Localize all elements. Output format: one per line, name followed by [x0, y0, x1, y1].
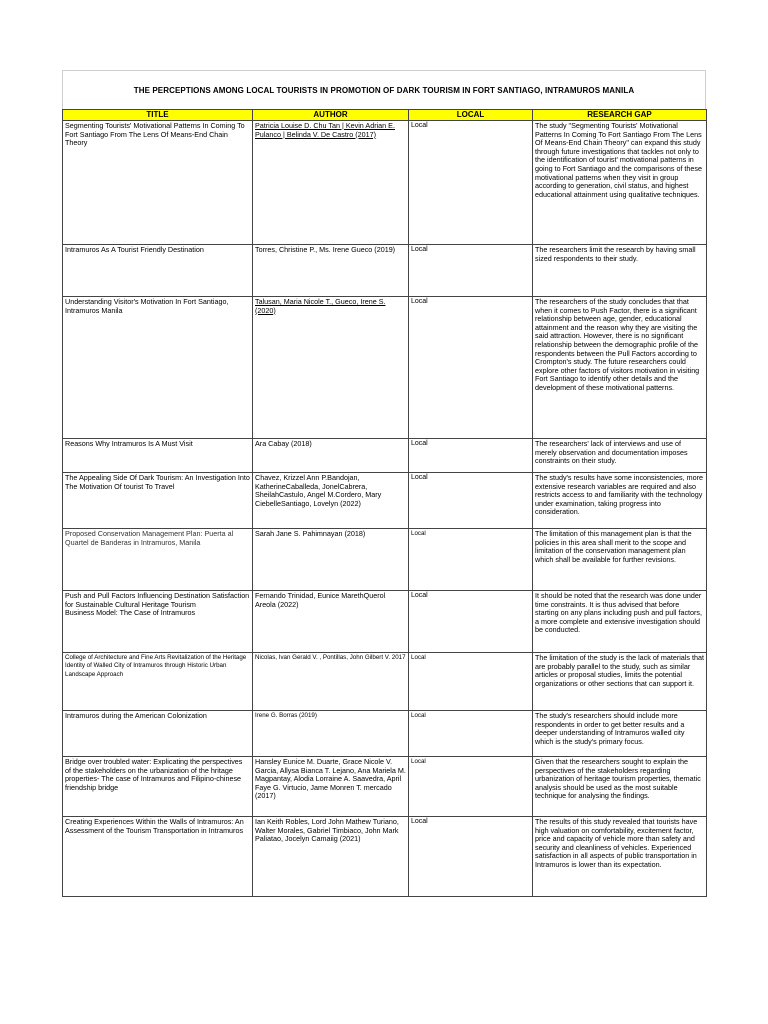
cell-research-gap: The results of this study revealed that tourists have high valuation on comfortability, excitement factor, price and capacity of vehicle more than safety and security and cleanliness of vehicles. Experienced satisfaction in all aspects of public transportation in Intramuros is lower than its expectation. [533, 817, 707, 897]
cell-author: Ian Keith Robles, Lord John Mathew Turiano, Walter Morales, Gabriel Timbiaco, John Mark Paliatao, Jocelyn Camaiig (2021) [253, 817, 409, 897]
table-row [63, 711, 707, 757]
table-row [63, 297, 707, 439]
cell-local: Local [409, 439, 533, 473]
cell-title: Proposed Conservation Management Plan: Puerta al Quartel de Banderas in Intramuros, Manila [63, 529, 253, 591]
cell-local: Local [409, 653, 533, 711]
cell-title: Creating Experiences Within the Walls of Intramuros: An Assessment of the Tourism Transportation in Intramuros [63, 817, 253, 897]
cell-author: Nicolas, Ivan Gerald V. , Pontillas, John Gilbert V. 2017 [253, 653, 409, 711]
cell-title: Push and Pull Factors Influencing Destination Satisfaction for Sustainable Cultural Heritage Tourism Business Model: The Case of Intramuros [63, 591, 253, 653]
header-research-gap: RESEARCH GAP [533, 110, 707, 121]
header-author: AUTHOR [253, 110, 409, 121]
cell-local: Local [409, 473, 533, 529]
cell-title: Intramuros As A Tourist Friendly Destination [63, 245, 253, 297]
cell-title: Intramuros during the American Colonization [63, 711, 253, 757]
spreadsheet-page [62, 70, 706, 897]
cell-author: Talusan, Maria Nicole T., Gueco, Irene S. (2020) [253, 297, 409, 439]
cell-research-gap: The researchers limit the research by having small sized respondents to their study. [533, 245, 707, 297]
cell-author: Chavez, Krizzel Ann P.Bandojan, KatherineCaballeda, JonelCabrera, SheilahCastulo, Angel M.Cordero, Mary CiebelleSantiago, Lovelyn (2022) [253, 473, 409, 529]
cell-research-gap: The study's researchers should include more respondents in order to get better results and a deeper understanding of Intramuros walled city which is the study's primary focus. [533, 711, 707, 757]
header-local: LOCAL [409, 110, 533, 121]
document-title: THE PERCEPTIONS AMONG LOCAL TOURISTS IN PROMOTION OF DARK TOURISM IN FORT SANTIAGO, INTRAMUROS MANILA [62, 70, 706, 109]
cell-research-gap: It should be noted that the research was done under time constraints. It is thus advised that before starting on any plans including push and pull factors, a more complete and extensive investigation should be conducted. [533, 591, 707, 653]
cell-local: Local [409, 591, 533, 653]
cell-title: Understanding Visitor's Motivation In Fort Santiago, Intramuros Manila [63, 297, 253, 439]
cell-local: Local [409, 121, 533, 245]
header-row [63, 110, 707, 121]
cell-local: Local [409, 817, 533, 897]
cell-author: Hansley Eunice M. Duarte, Grace Nicole V. Garcia, Allysa Bianca T. Lejano, Ana Mariela M. Magpantay, Alodia Lorraine A. Saavedra, April Faye G. Virtucio, Jame Monren T. mercado (2017) [253, 757, 409, 817]
cell-research-gap: The study "Segmenting Tourists' Motivational Patterns In Coming To Fort Santiago From The Lens Of Means-End Chain Theory" can expand this study through future investigations that tackles not only to the identification of tourist' motivational patterns in going to Fort Santiago and the comparisons of these motivational patterns when they visit in group according to generation, civil status, and highest educational attainment using qualitative techniques. [533, 121, 707, 245]
cell-local: Local [409, 757, 533, 817]
table-row [63, 473, 707, 529]
table-row [63, 817, 707, 897]
cell-research-gap: Given that the researchers sought to explain the perspectives of the stakeholders regarding urbanization of heritage tourism properties, thematic analysis should be used as the most suitable technique for analysing the findings. [533, 757, 707, 817]
cell-local: Local [409, 245, 533, 297]
cell-research-gap: The limitation of this management plan is that the policies in this area shall merit to the scope and limitation of the conservation management plan which shall be available for further revisions. [533, 529, 707, 591]
cell-local: Local [409, 529, 533, 591]
table-row [63, 757, 707, 817]
table-row [63, 591, 707, 653]
literature-table [62, 109, 707, 897]
table-row [63, 439, 707, 473]
cell-research-gap: The limitation of the study is the lack of materials that are probably parallel to the study, such as similar articles or proposal studies, limits the potential organizations or other sections that can support it. [533, 653, 707, 711]
header-title: TITLE [63, 110, 253, 121]
cell-local: Local [409, 711, 533, 757]
cell-author: Torres, Christine P., Ms. Irene Gueco (2019) [253, 245, 409, 297]
cell-title: The Appealing Side Of Dark Tourism: An Investigation Into The Motivation Of tourist To Travel [63, 473, 253, 529]
cell-author: Irene G. Borras (2019) [253, 711, 409, 757]
cell-author: Ara Cabay (2018) [253, 439, 409, 473]
cell-title: Segmenting Tourists' Motivational Patterns In Coming To Fort Santiago From The Lens Of Means-End Chain Theory [63, 121, 253, 245]
cell-author: Fernando Trinidad, Eunice MarethQuerol Areola (2022) [253, 591, 409, 653]
cell-local: Local [409, 297, 533, 439]
cell-author: Sarah Jane S. Pahimnayan (2018) [253, 529, 409, 591]
cell-research-gap: The researchers of the study concludes that that when it comes to Push Factor, there is a significant relationship between age, gender, educational attainment and the reason why they are visiting the said attraction. However, there is no significant relationship between the demographic profile of the respondents between the Pull Factors according to Crompton's study. The future researchers could explore other factors of visitors motivation in visiting Fort Santiago to identify other details and the development of these motivational patterns. [533, 297, 707, 439]
cell-research-gap: The study's results have some inconsistencies, more extensive research variables are required and also restricts access to and familiarity with the technology under examination, taking progress into consideration. [533, 473, 707, 529]
cell-author: Patricia Louise D. Chu Tan | Kevin Adrian E. Pulanco | Belinda V. De Castro (2017) [253, 121, 409, 245]
cell-title: Reasons Why Intramuros Is A Must Visit [63, 439, 253, 473]
cell-title: Bridge over troubled water: Explicating the perspectives of the stakeholders on the urbanization of the hritage properties- The case of Intramuros and Filipino-chinese friendship bridge [63, 757, 253, 817]
cell-research-gap: The researchers' lack of interviews and use of merely observation and documentation imposes constraints on their study. [533, 439, 707, 473]
table-row [63, 529, 707, 591]
table-row [63, 653, 707, 711]
table-row [63, 121, 707, 245]
cell-title: College of Architecture and Fine Arts Revitalization of the Heritage Identity of Walled City of Intramuros through Historic Urban Landscape Approach [63, 653, 253, 711]
table-row [63, 245, 707, 297]
